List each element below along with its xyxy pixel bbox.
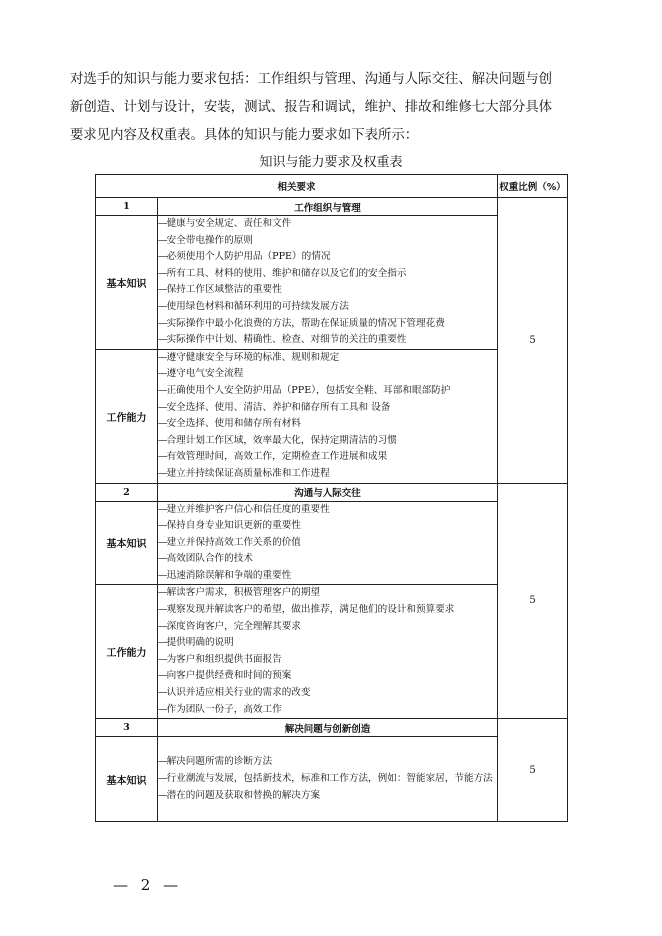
section-title: 工作组织与管理 xyxy=(158,198,498,216)
list-item: — 潜在的问题及获取和替换的解决方案 xyxy=(158,788,497,805)
ability-row xyxy=(96,349,568,483)
list-item: — 深度咨询客户，完全理解其要求 xyxy=(158,619,497,636)
intro-line: 对选手的知识与能力要求包括：工作组织与管理、沟通与人际交往、解决问题与创 xyxy=(70,72,553,87)
header-requirements: 相关要求 xyxy=(96,175,498,198)
header-weight: 权重比例（%） xyxy=(498,175,568,198)
section-title: 沟通与人际交往 xyxy=(158,483,498,501)
knowledge-list xyxy=(158,216,498,350)
ability-row xyxy=(96,585,568,719)
list-item: — 建立并维护客户信心和信任度的重要性 xyxy=(158,502,497,519)
list-item: — 必须使用个人防护用品（PPE）的情况 xyxy=(158,249,497,266)
list-item: — 保持工作区域整洁的重要性 xyxy=(158,282,497,299)
list-item: — 安全选择、使用和储存所有材料 xyxy=(158,416,497,433)
list-item: — 遵守电气安全流程 xyxy=(158,366,497,383)
list-item: — 高效团队合作的技术 xyxy=(158,551,497,568)
list-item: — 建立并持续保证高质量标准和工作进程 xyxy=(158,466,497,483)
list-item: — 提供明确的说明 xyxy=(158,635,497,652)
list-item: — 安全带电操作的原则 xyxy=(158,233,497,250)
intro-paragraph xyxy=(70,66,590,150)
list-item: — 所有工具、材料的使用、维护和储存以及它们的安全指示 xyxy=(158,266,497,283)
list-item: — 有效管理时间，高效工作，定期检查工作进展和成果 xyxy=(158,449,497,466)
section-weight: 5 xyxy=(498,483,568,719)
list-item: — 实际操作中计划、精确性、检查、对细节的关注的重要性 xyxy=(158,332,497,349)
list-item: — 正确使用个人安全防护用品（PPE），包括安全鞋、耳部和眼部防护 xyxy=(158,383,497,400)
ability-list xyxy=(158,585,498,719)
section-header-row xyxy=(96,719,568,737)
section-number: 2 xyxy=(96,483,158,501)
category-label: 基本知识 xyxy=(96,737,158,822)
knowledge-row xyxy=(96,216,568,350)
section-number: 3 xyxy=(96,719,158,737)
category-label: 工作能力 xyxy=(96,585,158,719)
list-item: — 实际操作中最小化浪费的方法，帮助在保证质量的情况下管理花费 xyxy=(158,316,497,333)
section-title: 解决问题与创新创造 xyxy=(158,719,498,737)
category-label: 基本知识 xyxy=(96,501,158,585)
list-item: — 迅速消除误解和争端的重要性 xyxy=(158,568,497,585)
list-item: — 解决问题所需的诊断方法 xyxy=(158,754,497,771)
category-label: 基本知识 xyxy=(96,216,158,350)
table-header-row xyxy=(96,175,568,198)
requirements-table xyxy=(95,174,568,822)
ability-list xyxy=(158,349,498,483)
section-number: 1 xyxy=(96,198,158,216)
list-item: — 为客户和组织提供书面报告 xyxy=(158,652,497,669)
table-title: 知识与能力要求及权重表 xyxy=(259,155,403,170)
section-weight: 5 xyxy=(498,198,568,484)
section-header-row xyxy=(96,198,568,216)
section-header-row xyxy=(96,483,568,501)
section-weight: 5 xyxy=(498,719,568,822)
knowledge-list xyxy=(158,737,498,822)
list-item: — 安全选择、使用、清洁、养护和储存所有工具和 设备 xyxy=(158,400,497,417)
list-item: — 使用绿色材料和循环利用的可持续发展方法 xyxy=(158,299,497,316)
knowledge-row xyxy=(96,501,568,585)
list-item: — 作为团队一份子，高效工作 xyxy=(158,702,497,719)
list-item: — 合理计划工作区域，效率最大化，保持定期清洁的习惯 xyxy=(158,433,497,450)
intro-line: 新创造、计划与设计，安装，测试、报告和调试，维护、排故和维修七大部分具体 xyxy=(70,100,553,115)
knowledge-list xyxy=(158,501,498,585)
list-item: — 保持自身专业知识更新的重要性 xyxy=(158,518,497,535)
list-item: — 解读客户需求，积极管理客户的期望 xyxy=(158,585,497,602)
list-item: — 建立并保持高效工作关系的价值 xyxy=(158,535,497,552)
list-item: — 行业潮流与发展，包括新技术，标准和工作方法，例如：智能家居，节能方法 xyxy=(158,771,497,788)
intro-line: 要求见内容及权重表。具体的知识与能力要求如下表所示： xyxy=(70,128,419,143)
category-label: 工作能力 xyxy=(96,349,158,483)
list-item: — 健康与安全规定、责任和文件 xyxy=(158,216,497,233)
list-item: — 遵守健康安全与环境的标准、规则和规定 xyxy=(158,350,497,367)
list-item: — 向客户提供经费和时间的预案 xyxy=(158,668,497,685)
knowledge-row xyxy=(96,737,568,822)
page-number: — 2 — xyxy=(113,876,183,894)
list-item: — 认识并适应相关行业的需求的改变 xyxy=(158,685,497,702)
list-item: — 观察发现并解读客户的希望，做出推荐，满足他们的设计和预算要求 xyxy=(158,602,497,619)
